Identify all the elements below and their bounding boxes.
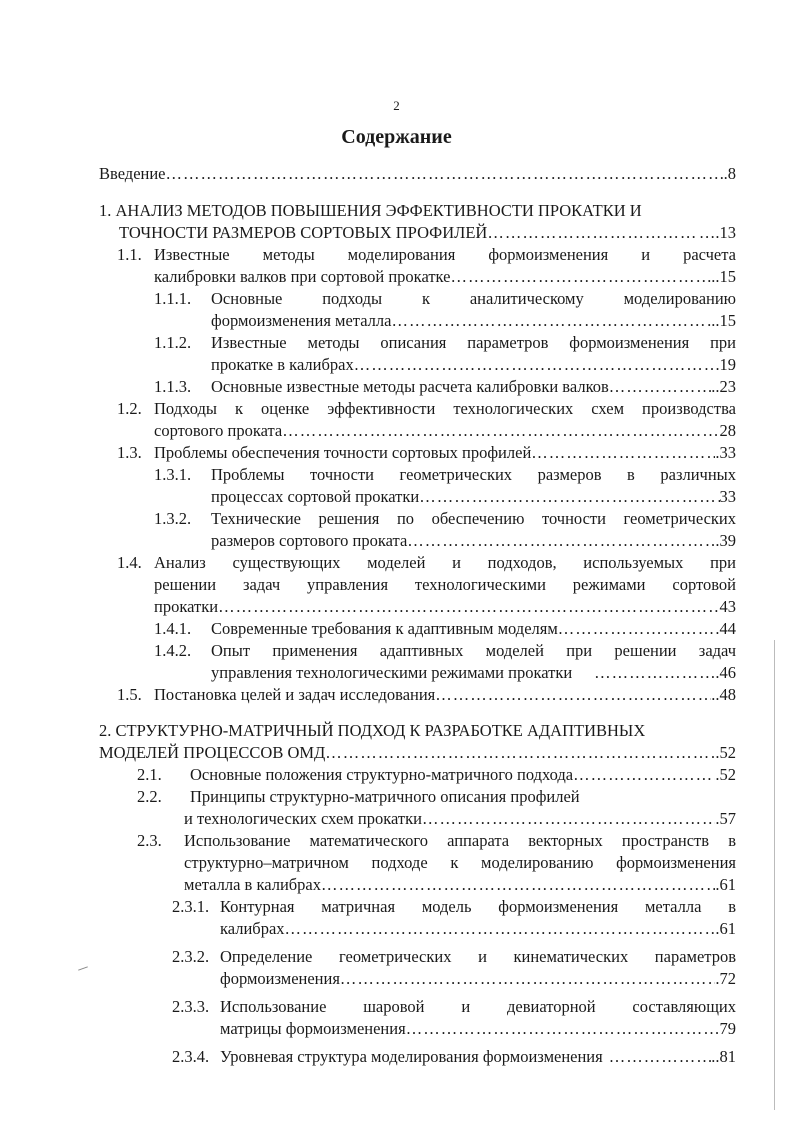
entry-text: калибровки валков при сортовой прокатке — [154, 267, 451, 286]
entry-text: прокатки — [154, 597, 219, 616]
scan-mark — [78, 966, 88, 970]
entry-text: и технологических схем прокатки — [184, 809, 422, 828]
leader-dots — [325, 742, 715, 764]
toc-entry-2-3-3-line2[interactable] — [220, 1018, 736, 1040]
leader-dots — [531, 442, 715, 464]
entry-number: 2.2. — [137, 787, 162, 806]
entry-text: Современные требования к адаптивным моделям — [211, 619, 558, 638]
toc-entry-2-2-line2[interactable] — [184, 808, 736, 830]
entry-text: Проблемы обеспечения точности сортовых профилей — [154, 443, 532, 462]
toc-entry-2-1[interactable] — [190, 764, 736, 786]
toc-entry-1-4-line2[interactable]: решении задач управления технологическими режимами сортовой — [154, 575, 736, 594]
toc-entry-2-3-line1[interactable]: Использование математического аппарата векторных пространств в — [184, 831, 736, 850]
entry-page: 19 — [719, 355, 736, 374]
entry-text: Основные положения структурно-матричного подхода — [190, 765, 574, 784]
entry-page: ..15 — [711, 267, 736, 286]
entry-page: .8 — [723, 164, 736, 183]
entry-page: 28 — [719, 421, 736, 440]
scan-edge-line — [774, 640, 775, 1110]
entry-text: Введение — [99, 164, 166, 183]
leader-dots — [594, 662, 715, 684]
leader-dots — [435, 684, 711, 706]
toc-entry-2-3-2-line1[interactable]: Определение геометрических и кинематических параметров — [220, 947, 736, 966]
toc-chapter-2-line2[interactable] — [99, 742, 736, 764]
entry-text: Уровневая структура моделирования формоизменения — [220, 1047, 603, 1066]
toc-entry-1-5[interactable] — [154, 684, 736, 706]
leader-dots — [609, 1046, 712, 1068]
entry-number: 2.3.3. — [172, 997, 210, 1016]
entry-page: .57 — [715, 809, 736, 828]
entry-page: .44 — [715, 619, 736, 638]
leader-dots — [487, 222, 699, 244]
leader-dots — [340, 968, 715, 990]
entry-page: .52 — [715, 743, 736, 762]
entry-number: 1.4. — [117, 553, 142, 572]
leader-dots — [285, 918, 716, 940]
entry-number: 2.3.4. — [172, 1047, 210, 1066]
entry-text: калибрах — [220, 919, 285, 938]
entry-page: ..48 — [711, 685, 736, 704]
entry-page: ..81 — [711, 1047, 736, 1066]
entry-number: 1.1.1. — [154, 289, 192, 308]
toc-chapter-1-line1[interactable]: 1. АНАЛИЗ МЕТОДОВ ПОВЫШЕНИЯ ЭФФЕКТИВНОСТИ ПРОКАТКИ И — [99, 201, 642, 220]
entry-page: ..23 — [711, 377, 736, 396]
leader-dots — [218, 596, 719, 618]
toc-entry-2-3-2-line2[interactable] — [220, 968, 736, 990]
entry-page: .52 — [715, 765, 736, 784]
toc-entry-1-1-3[interactable] — [211, 376, 736, 398]
toc-entry-1-1-2-line1[interactable]: Известные методы описания параметров формоизменения при — [211, 333, 736, 352]
entry-number: 2.1. — [137, 765, 162, 784]
toc-chapter-1-line2[interactable] — [119, 222, 736, 244]
toc-entry-1-1-2-line2[interactable] — [211, 354, 736, 376]
entry-text: МОДЕЛЕЙ ПРОЦЕССОВ ОМД — [99, 743, 326, 762]
leader-dots — [321, 874, 715, 896]
toc-entry-1-1-line2[interactable] — [154, 266, 736, 288]
entry-page: 79 — [719, 1019, 736, 1038]
leader-dots — [422, 808, 715, 830]
entry-text: сортового проката — [154, 421, 283, 440]
entry-number: 1.5. — [117, 685, 142, 704]
entry-text: процессах сортовой прокатки — [211, 487, 420, 506]
toc-entry-2-3-line3[interactable] — [184, 874, 736, 896]
entry-text: матрицы формоизменения — [220, 1019, 406, 1038]
toc-entry-1-2-line1[interactable]: Подходы к оценке эффективности технологических схем производства — [154, 399, 736, 418]
entry-number: 1.1. — [117, 245, 142, 264]
toc-entry-1-4-line3[interactable] — [154, 596, 736, 618]
entry-number: 2.3.2. — [172, 947, 210, 966]
toc-entry-1-3-1-line2[interactable] — [211, 486, 736, 508]
entry-page: ….13 — [698, 223, 736, 242]
entry-number: 1.1.3. — [154, 377, 192, 396]
leader-dots — [166, 163, 724, 185]
entry-text: металла в калибрах — [184, 875, 321, 894]
entry-number: 1.2. — [117, 399, 142, 418]
toc-entry-1-2-line2[interactable] — [154, 420, 736, 442]
entry-text: формоизменения — [220, 969, 340, 988]
page-title: Содержание — [341, 126, 452, 148]
entry-page: 43 — [719, 597, 736, 616]
entry-number: 1.4.2. — [154, 641, 192, 660]
leader-dots — [354, 354, 720, 376]
entry-page: .72 — [715, 969, 736, 988]
toc-entry-1-1-1-line1[interactable]: Основные подходы к аналитическому моделированию — [211, 289, 736, 308]
entry-page: .61 — [715, 919, 736, 938]
toc-entry-2-3-1-line1[interactable]: Контурная матричная модель формоизменения металла в — [220, 897, 736, 916]
toc-entry-1-1-1-line2[interactable] — [211, 310, 736, 332]
entry-text: Основные известные методы расчета калибровки валков — [211, 377, 609, 396]
entry-number: 1.4.1. — [154, 619, 192, 638]
toc-entry-1-3-1-line1[interactable]: Проблемы точности геометрических размеров в различных — [211, 465, 736, 484]
toc-entry-1-4-1[interactable] — [211, 618, 736, 640]
toc-entry-1-1-line1[interactable]: Известные методы моделирования формоизменения и расчета — [154, 245, 736, 264]
leader-dots — [282, 420, 719, 442]
entry-text: Постановка целей и задач исследования — [154, 685, 436, 704]
leader-dots — [407, 530, 715, 552]
toc-entry-2-2-line1[interactable]: Принципы структурно-матричного описания профилей — [190, 787, 580, 806]
toc-entry-1-3-2-line1[interactable]: Технические решения по обеспечению точности геометрических — [211, 509, 736, 528]
entry-text: прокатке в калибрах — [211, 355, 354, 374]
toc-entry-intro[interactable] — [99, 163, 736, 185]
toc-entry-2-3-line2[interactable]: структурно–матричном подходе к моделированию формоизменения — [184, 853, 736, 872]
entry-page: .61 — [715, 875, 736, 894]
leader-dots — [406, 1018, 720, 1040]
entry-page: .46 — [715, 663, 736, 682]
toc-entry-2-3-4[interactable] — [220, 1046, 736, 1068]
entry-page: .39 — [715, 531, 736, 550]
toc-entry-1-4-line1[interactable]: Анализ существующих моделей и подходов, используемых при — [154, 553, 736, 572]
toc-chapter-2-line1[interactable]: 2. СТРУКТУРНО-МАТРИЧНЫЙ ПОДХОД К РАЗРАБОТКЕ АДАПТИВНЫХ — [99, 721, 646, 740]
page-number: 2 — [393, 98, 400, 113]
entry-page: ..15 — [711, 311, 736, 330]
leader-dots — [609, 376, 711, 398]
leader-dots — [419, 486, 719, 508]
toc-entry-1-4-2-line1[interactable]: Опыт применения адаптивных моделей при решении задач — [211, 641, 736, 660]
toc-entry-1-3-2-line2[interactable] — [211, 530, 736, 552]
entry-text: формоизменения металла — [211, 311, 392, 330]
entry-text: управления технологическими режимами прокатки — [211, 663, 573, 682]
toc-entry-1-3[interactable] — [154, 442, 736, 464]
toc-entry-2-3-3-line1[interactable]: Использование шаровой и девиаторной составляющих — [220, 997, 736, 1016]
toc-entry-2-3-1-line2[interactable] — [220, 918, 736, 940]
entry-number: 2.3.1. — [172, 897, 210, 916]
leader-dots — [573, 764, 715, 786]
leader-dots — [558, 618, 716, 640]
entry-text: размеров сортового проката — [211, 531, 408, 550]
entry-number: 2.3. — [137, 831, 162, 850]
entry-number: 1.3.1. — [154, 465, 192, 484]
entry-page: 33 — [719, 487, 736, 506]
leader-dots — [391, 310, 711, 332]
entry-page: .33 — [715, 443, 736, 462]
toc-entry-1-4-2-line2[interactable] — [211, 662, 736, 684]
entry-text: ТОЧНОСТИ РАЗМЕРОВ СОРТОВЫХ ПРОФИЛЕЙ — [119, 223, 488, 242]
leader-dots — [450, 266, 711, 288]
entry-number: 1.3.2. — [154, 509, 192, 528]
entry-number: 1.3. — [117, 443, 142, 462]
entry-number: 1.1.2. — [154, 333, 192, 352]
